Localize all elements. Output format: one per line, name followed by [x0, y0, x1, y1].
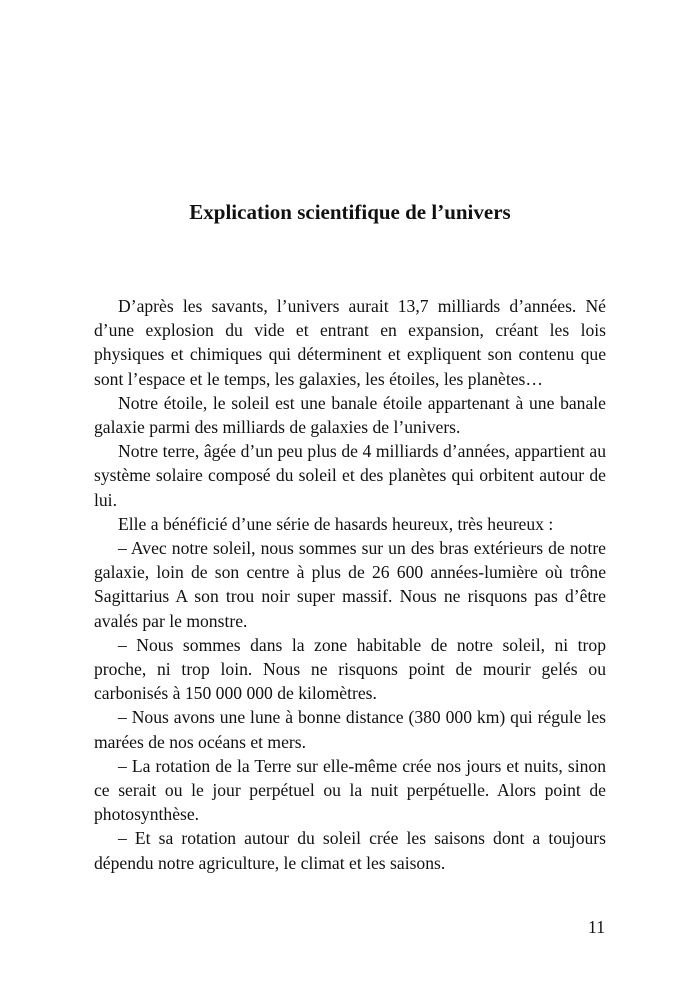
paragraph: – La rotation de la Terre sur elle-même crée nos jours et nuits, sinon ce serait ou le jour perpétuel ou la nuit perpétuelle. Alors point de photosynthèse. — [94, 755, 606, 825]
paragraph: D’après les savants, l’univers aurait 13,7 milliards d’années. Né d’une explosion du vide et entrant en expansion, créant les lois physiques et chimiques qui déterminent et expliquent son contenu que sont l’espace et le temps, les galaxies, les étoiles, les planètes… — [94, 296, 606, 389]
paragraph: Notre terre, âgée d’un peu plus de 4 milliards d’années, appartient au système solaire composé du soleil et des planètes qui orbitent autour de lui. — [94, 441, 606, 510]
paragraph: – Nous sommes dans la zone habitable de notre soleil, ni trop proche, ni trop loin. Nous ne risquons point de mourir gelés ou carbonisés à 150 000 000 de kilomètres. — [94, 634, 606, 704]
paragraph: Notre étoile, le soleil est une banale étoile appartenant à une banale galaxie parmi des milliards de galaxies de l’univers. — [94, 392, 606, 438]
page-number: 11 — [588, 917, 605, 937]
paragraph: – Et sa rotation autour du soleil crée les saisons dont a toujours dépendu notre agriculture, le climat et les saisons. — [94, 828, 606, 873]
body-text — [94, 294, 606, 875]
paragraph: – Avec notre soleil, nous sommes sur un des bras extérieurs de notre galaxie, loin de son centre à plus de 26 600 années-lumière où trône Sagittarius A son trou noir super massif. Nous ne risquons pas d’être avalés par le monstre. — [94, 538, 606, 631]
paragraph: – Nous avons une lune à bonne distance (380 000 km) qui régule les marées de nos océans et mers. — [94, 707, 606, 752]
page-title: Explication scientifique de l’univers — [189, 200, 511, 224]
paragraph: Elle a bénéficié d’une série de hasards heureux, très heureux : — [118, 513, 554, 534]
